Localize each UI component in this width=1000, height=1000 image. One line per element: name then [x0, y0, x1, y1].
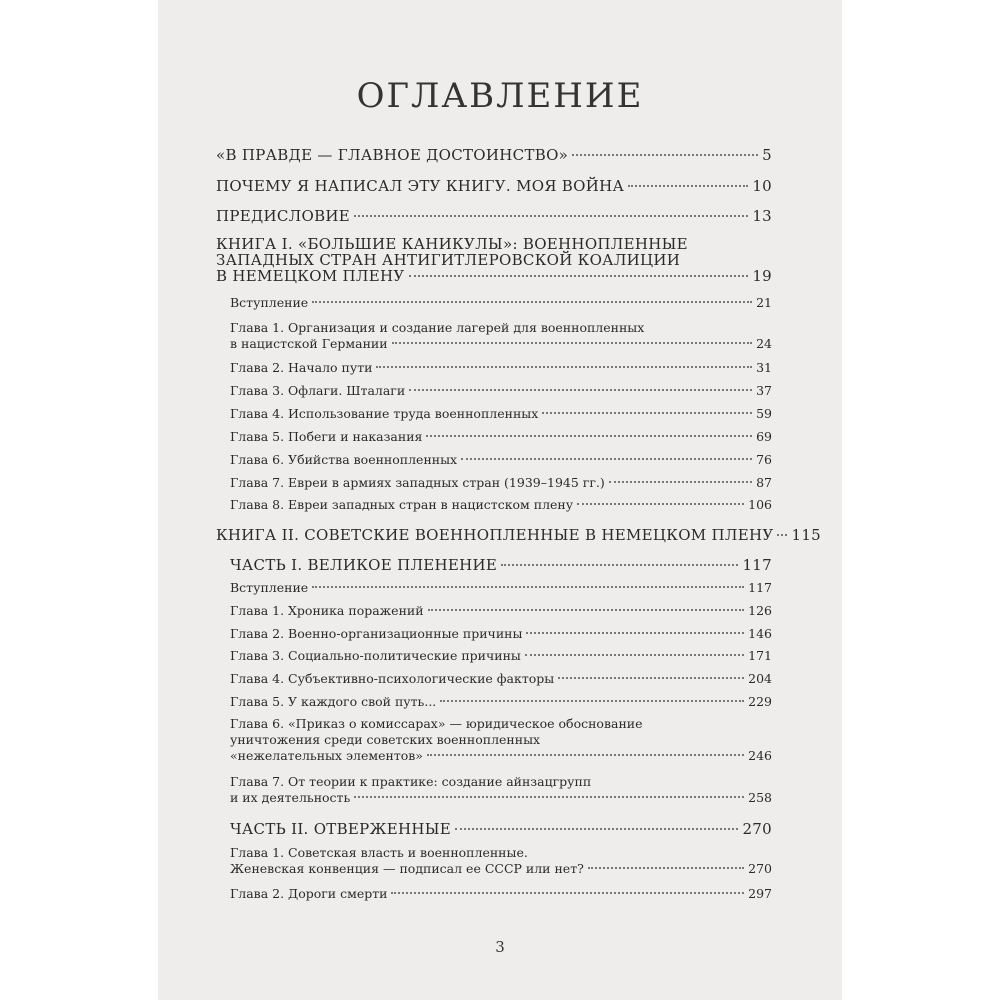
book-page	[158, 0, 842, 1000]
toc-entry-title: уничтожения среди советских военнопленных	[230, 732, 541, 747]
toc-page-number: 69	[756, 429, 772, 444]
toc-page-number: 171	[748, 648, 772, 663]
toc-entry	[230, 580, 772, 595]
toc-entry-title: В НЕМЕЦКОМ ПЛЕНУ	[216, 267, 405, 285]
toc-entry-title: КНИГА I. «БОЛЬШИЕ КАНИКУЛЫ»: ВОЕННОПЛЕННЫЕ	[216, 235, 688, 253]
toc-page-number: 258	[748, 790, 772, 805]
dot-leader	[572, 154, 758, 156]
toc-entry-title: Глава 5. Побеги и наказания	[230, 429, 423, 444]
toc-page-number: 246	[748, 748, 772, 763]
toc-entry	[230, 648, 772, 663]
toc-entry-title: «нежелательных элементов»	[230, 748, 423, 763]
toc-entry	[230, 845, 772, 877]
toc-page-number: 117	[748, 580, 772, 595]
toc-entry	[230, 429, 772, 444]
dot-leader	[558, 677, 744, 679]
toc-page-number: 76	[756, 452, 772, 467]
dot-leader	[409, 389, 752, 391]
toc-page-number: 21	[756, 295, 772, 310]
toc-page-number: 87	[756, 475, 772, 490]
dot-leader	[427, 754, 744, 756]
toc-page-number: 31	[756, 360, 772, 375]
toc-entry	[216, 236, 772, 284]
toc-entry-title: ЧАСТЬ I. ВЕЛИКОЕ ПЛЕНЕНИЕ	[230, 556, 498, 574]
toc-entry-title: и их деятельность	[230, 790, 351, 805]
toc-entry-title: КНИГА II. СОВЕТСКИЕ ВОЕННОПЛЕННЫЕ В НЕМЕЦКОМ ПЛЕНУ	[216, 526, 774, 544]
toc-entry-title: ЗАПАДНЫХ СТРАН АНТИГИТЛЕРОВСКОЙ КОАЛИЦИИ	[216, 251, 681, 269]
toc-entry-title: Глава 8. Евреи западных стран в нацистском плену	[230, 497, 574, 512]
toc-entry	[230, 774, 772, 806]
toc-entry	[230, 475, 772, 490]
toc-entry	[216, 207, 772, 225]
toc-entry-title: ПОЧЕМУ Я НАПИСАЛ ЭТУ КНИГУ. МОЯ ВОЙНА	[216, 177, 625, 195]
toc-page-number: 13	[752, 207, 772, 225]
toc-entry	[216, 177, 772, 195]
dot-leader	[354, 796, 744, 798]
toc-entry-title: Женевская конвенция — подписал ее СССР или нет?	[230, 861, 584, 876]
toc-entry-title: «В ПРАВДЕ — ГЛАВНОЕ ДОСТОИНСТВО»	[216, 146, 569, 164]
dot-leader	[440, 700, 744, 702]
dot-leader	[526, 632, 744, 634]
toc-entry	[230, 320, 772, 352]
dot-leader	[391, 892, 744, 894]
toc-entry-title: Глава 5. У каждого свой путь...	[230, 694, 437, 709]
toc-entry	[230, 452, 772, 467]
toc-entry	[230, 603, 772, 618]
toc-page-number: 117	[742, 556, 772, 574]
toc-entry-title: Глава 2. Военно-организационные причины	[230, 626, 523, 641]
toc-page-number: 59	[756, 406, 772, 421]
toc-entry-title: Глава 3. Офлаги. Шталаги	[230, 383, 406, 398]
toc-entry-title: Глава 2. Начало пути	[230, 360, 373, 375]
toc-entry	[230, 671, 772, 686]
toc-page-number: 204	[748, 671, 772, 686]
dot-leader	[577, 503, 744, 505]
dot-leader	[461, 458, 752, 460]
toc-entry	[230, 360, 772, 375]
toc-page-number: 37	[756, 383, 772, 398]
dot-leader	[501, 564, 738, 566]
toc-entry-title: ЧАСТЬ II. ОТВЕРЖЕННЫЕ	[230, 820, 452, 838]
dot-leader	[392, 342, 753, 344]
dot-leader	[455, 828, 738, 830]
toc-entry	[230, 295, 772, 310]
toc-page-number: 115	[791, 526, 822, 544]
page-number: 3	[495, 938, 505, 956]
dot-leader	[354, 215, 748, 217]
dot-leader	[542, 412, 752, 414]
toc-page-number: 5	[762, 146, 772, 164]
toc-entry-title: в нацистской Германии	[230, 336, 388, 351]
toc-page-number: 24	[756, 336, 772, 351]
toc-entry	[216, 526, 822, 544]
toc-entry-title: Глава 3. Социально-политические причины	[230, 648, 521, 663]
toc-entry-title: ПРЕДИСЛОВИЕ	[216, 207, 351, 225]
toc-entry-title: Глава 2. Дороги смерти	[230, 886, 388, 901]
toc-entry	[230, 556, 772, 574]
toc-page-number: 106	[748, 497, 772, 512]
toc-entry	[230, 497, 772, 512]
dot-leader	[609, 481, 752, 483]
toc-page-number: 10	[752, 177, 772, 195]
dot-leader	[409, 275, 749, 277]
toc-entry-title: Глава 7. Евреи в армиях западных стран (1939–1945 гг.)	[230, 475, 605, 490]
dot-leader	[312, 301, 752, 303]
dot-leader	[312, 586, 744, 588]
toc-entry-title: Глава 6. Убийства военнопленных	[230, 452, 458, 467]
toc-entry-title: Глава 1. Хроника поражений	[230, 603, 424, 618]
toc-entry-title: Глава 6. «Приказ о комиссарах» — юридическое обоснование	[230, 716, 643, 731]
toc-page-number: 297	[748, 886, 772, 901]
toc-entry	[216, 146, 772, 164]
toc-entry	[230, 820, 772, 838]
toc-entry	[230, 626, 772, 641]
toc-entry-title: Вступление	[230, 295, 309, 310]
dot-leader	[525, 654, 744, 656]
toc-entry-title: Глава 7. От теории к практике: создание айнзацгрупп	[230, 774, 592, 789]
toc-entry-title: Глава 4. Использование труда военнопленных	[230, 406, 539, 421]
toc-entry	[230, 406, 772, 421]
toc-entry-title: Глава 1. Советская власть и военнопленные.	[230, 845, 528, 860]
dot-leader	[376, 366, 752, 368]
toc-entry	[230, 716, 772, 764]
toc-page-number: 270	[742, 820, 772, 838]
toc-page-number: 126	[748, 603, 772, 618]
toc-page-number: 146	[748, 626, 772, 641]
toc-entry	[230, 886, 772, 901]
toc-entry-title: Глава 1. Организация и создание лагерей для военнопленных	[230, 320, 645, 335]
toc-page-number: 19	[752, 267, 772, 285]
dot-leader	[588, 867, 744, 869]
toc-entry	[230, 383, 772, 398]
dot-leader	[426, 435, 752, 437]
toc-entry-title: Вступление	[230, 580, 309, 595]
toc-page-number: 229	[748, 694, 772, 709]
dot-leader	[428, 609, 745, 611]
page-title: ОГЛАВЛЕНИЕ	[356, 76, 644, 116]
toc-page-number: 270	[748, 861, 772, 876]
dot-leader	[628, 185, 748, 187]
dot-leader	[777, 534, 787, 536]
toc-entry-title: Глава 4. Субъективно-психологические факторы	[230, 671, 555, 686]
toc-entry	[230, 694, 772, 709]
